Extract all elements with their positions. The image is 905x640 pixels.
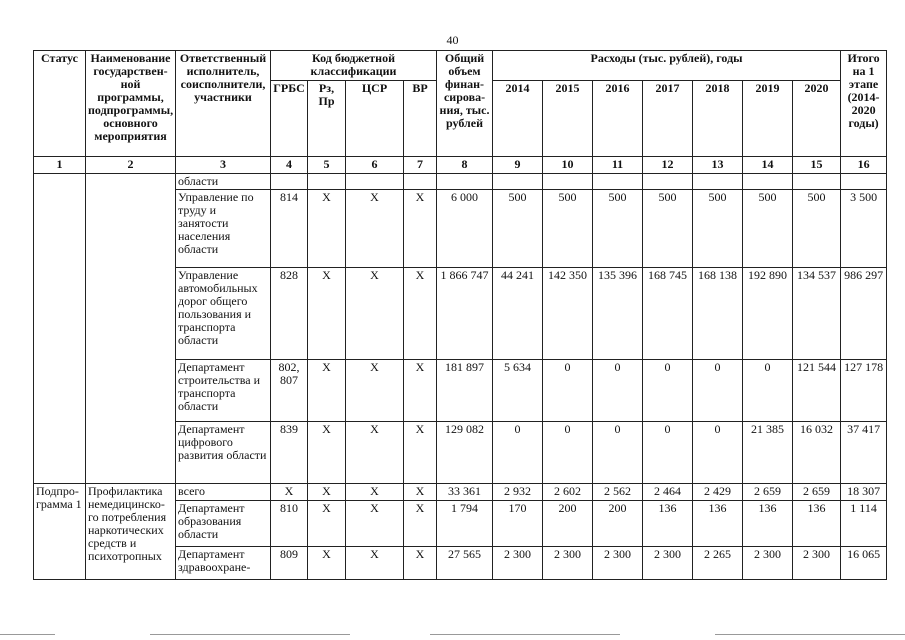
cell-year: 170 xyxy=(493,501,543,547)
cell-rz: X xyxy=(308,422,346,484)
table-row xyxy=(34,174,887,190)
cell-csr xyxy=(346,174,404,190)
cell-rz xyxy=(308,174,346,190)
cell-executor: Управление автомобильных дорог общего пользования и транспорта области xyxy=(176,268,271,360)
budget-table xyxy=(33,50,887,580)
cell-year xyxy=(493,174,543,190)
column-number: 10 xyxy=(543,157,593,174)
header-total: Общий объем финан-сирова-ния, тыс. рублей xyxy=(437,51,493,157)
cell-vr: X xyxy=(404,484,437,501)
cell-year: 0 xyxy=(593,360,643,422)
cell-stage-total: 18 307 xyxy=(841,484,887,501)
cell-year: 2 429 xyxy=(693,484,743,501)
scan-line xyxy=(715,634,905,635)
cell-year: 0 xyxy=(643,360,693,422)
cell-grbs: 828 xyxy=(271,268,308,360)
cell-executor: Департамент строительства и транспорта области xyxy=(176,360,271,422)
cell-year: 500 xyxy=(643,190,693,268)
cell-csr: X xyxy=(346,360,404,422)
cell-year: 500 xyxy=(493,190,543,268)
cell-year: 135 396 xyxy=(593,268,643,360)
cell-year: 142 350 xyxy=(543,268,593,360)
header-csr: ЦСР xyxy=(346,81,404,157)
cell-year: 2 659 xyxy=(793,484,841,501)
cell-total: 27 565 xyxy=(437,547,493,580)
cell-grbs: 809 xyxy=(271,547,308,580)
cell-year: 0 xyxy=(543,422,593,484)
cell-year: 2 300 xyxy=(593,547,643,580)
header-year: 2017 xyxy=(643,81,693,157)
cell-grbs: 839 xyxy=(271,422,308,484)
cell-stage-total: 1 114 xyxy=(841,501,887,547)
header-rz: Рз, Пр xyxy=(308,81,346,157)
column-number: 8 xyxy=(437,157,493,174)
cell-program: Профилактика немедицинско-го потребления наркотических средств и психотропных xyxy=(86,484,176,580)
cell-year: 0 xyxy=(493,422,543,484)
cell-year: 134 537 xyxy=(793,268,841,360)
cell-rz: X xyxy=(308,268,346,360)
column-number: 13 xyxy=(693,157,743,174)
cell-grbs: 810 xyxy=(271,501,308,547)
cell-year: 136 xyxy=(643,501,693,547)
cell-year: 136 xyxy=(693,501,743,547)
column-number: 1 xyxy=(34,157,86,174)
cell-grbs xyxy=(271,174,308,190)
cell-vr: X xyxy=(404,547,437,580)
column-number: 4 xyxy=(271,157,308,174)
cell-stage-total: 127 178 xyxy=(841,360,887,422)
cell-year: 2 932 xyxy=(493,484,543,501)
column-number: 15 xyxy=(793,157,841,174)
cell-stage-total: 3 500 xyxy=(841,190,887,268)
cell-year: 21 385 xyxy=(743,422,793,484)
cell-vr: X xyxy=(404,268,437,360)
cell-executor: Департамент цифрового развития области xyxy=(176,422,271,484)
cell-year xyxy=(543,174,593,190)
cell-total: 33 361 xyxy=(437,484,493,501)
cell-year: 0 xyxy=(593,422,643,484)
cell-year: 0 xyxy=(743,360,793,422)
cell-csr: X xyxy=(346,190,404,268)
cell-year: 2 464 xyxy=(643,484,693,501)
cell-stage-total: 37 417 xyxy=(841,422,887,484)
cell-vr: X xyxy=(404,190,437,268)
cell-executor: Управление по труду и занятости населения области xyxy=(176,190,271,268)
cell-grbs: X xyxy=(271,484,308,501)
cell-year xyxy=(593,174,643,190)
scan-line xyxy=(150,634,350,635)
header-stage-total: Итого на 1 этапе (2014-2020 годы) xyxy=(841,51,887,157)
cell-total xyxy=(437,174,493,190)
cell-year xyxy=(693,174,743,190)
cell-year: 16 032 xyxy=(793,422,841,484)
header-year: 2019 xyxy=(743,81,793,157)
cell-year: 136 xyxy=(793,501,841,547)
cell-year xyxy=(743,174,793,190)
cell-vr: X xyxy=(404,422,437,484)
cell-executor: области xyxy=(176,174,271,190)
cell-csr: X xyxy=(346,484,404,501)
cell-year: 500 xyxy=(793,190,841,268)
cell-rz: X xyxy=(308,501,346,547)
column-number-row xyxy=(34,157,887,174)
cell-vr: X xyxy=(404,501,437,547)
header-grbs: ГРБС xyxy=(271,81,308,157)
header-year: 2016 xyxy=(593,81,643,157)
header-budget-code: Код бюджетной классификации xyxy=(271,51,437,81)
cell-year: 2 602 xyxy=(543,484,593,501)
cell-year xyxy=(643,174,693,190)
cell-year: 500 xyxy=(693,190,743,268)
column-number: 6 xyxy=(346,157,404,174)
cell-stage-total: 986 297 xyxy=(841,268,887,360)
cell-total: 1 866 747 xyxy=(437,268,493,360)
header-vr: ВР xyxy=(404,81,437,157)
cell-total: 181 897 xyxy=(437,360,493,422)
cell-year: 136 xyxy=(743,501,793,547)
cell-year: 192 890 xyxy=(743,268,793,360)
cell-year: 2 300 xyxy=(643,547,693,580)
cell-status: Подпро-грамма 1 xyxy=(34,484,86,580)
header-status: Статус xyxy=(34,51,86,157)
cell-csr: X xyxy=(346,422,404,484)
cell-year: 5 634 xyxy=(493,360,543,422)
header-executor: Ответственный исполнитель, соисполнители, участники xyxy=(176,51,271,157)
cell-vr: X xyxy=(404,360,437,422)
cell-program xyxy=(86,174,176,484)
cell-year: 0 xyxy=(693,422,743,484)
cell-status xyxy=(34,174,86,484)
header-year: 2014 xyxy=(493,81,543,157)
cell-year: 168 138 xyxy=(693,268,743,360)
cell-year: 200 xyxy=(543,501,593,547)
column-number: 14 xyxy=(743,157,793,174)
cell-year: 2 300 xyxy=(793,547,841,580)
cell-grbs: 814 xyxy=(271,190,308,268)
cell-year: 121 544 xyxy=(793,360,841,422)
cell-executor: Департамент здравоохране- xyxy=(176,547,271,580)
scan-line xyxy=(0,634,55,635)
cell-year: 0 xyxy=(643,422,693,484)
column-number: 5 xyxy=(308,157,346,174)
header-year: 2018 xyxy=(693,81,743,157)
header-year: 2020 xyxy=(793,81,841,157)
header-expenses: Расходы (тыс. рублей), годы xyxy=(493,51,841,81)
cell-executor: Департамент образования области xyxy=(176,501,271,547)
cell-year xyxy=(793,174,841,190)
cell-year: 500 xyxy=(743,190,793,268)
cell-rz: X xyxy=(308,547,346,580)
cell-executor: всего xyxy=(176,484,271,501)
cell-vr xyxy=(404,174,437,190)
table-row xyxy=(34,484,887,501)
cell-total: 1 794 xyxy=(437,501,493,547)
column-number: 2 xyxy=(86,157,176,174)
cell-total: 6 000 xyxy=(437,190,493,268)
cell-year: 2 300 xyxy=(743,547,793,580)
column-number: 16 xyxy=(841,157,887,174)
page-number: 40 xyxy=(446,33,459,47)
column-number: 3 xyxy=(176,157,271,174)
column-number: 7 xyxy=(404,157,437,174)
cell-csr: X xyxy=(346,501,404,547)
cell-year: 168 745 xyxy=(643,268,693,360)
cell-year: 44 241 xyxy=(493,268,543,360)
cell-csr: X xyxy=(346,547,404,580)
cell-year: 500 xyxy=(543,190,593,268)
cell-year: 2 300 xyxy=(543,547,593,580)
cell-year: 0 xyxy=(693,360,743,422)
cell-year: 2 300 xyxy=(493,547,543,580)
cell-year: 2 265 xyxy=(693,547,743,580)
cell-year: 2 659 xyxy=(743,484,793,501)
column-number: 12 xyxy=(643,157,693,174)
cell-year: 200 xyxy=(593,501,643,547)
cell-year: 0 xyxy=(543,360,593,422)
cell-stage-total: 16 065 xyxy=(841,547,887,580)
cell-rz: X xyxy=(308,190,346,268)
column-number: 9 xyxy=(493,157,543,174)
cell-stage-total xyxy=(841,174,887,190)
header-year: 2015 xyxy=(543,81,593,157)
cell-rz: X xyxy=(308,484,346,501)
cell-year: 2 562 xyxy=(593,484,643,501)
cell-grbs: 802, 807 xyxy=(271,360,308,422)
cell-year: 500 xyxy=(593,190,643,268)
column-number: 11 xyxy=(593,157,643,174)
scan-line xyxy=(430,634,620,635)
cell-csr: X xyxy=(346,268,404,360)
cell-total: 129 082 xyxy=(437,422,493,484)
header-program: Наименование государствен-ной программы, подпрограммы, основного мероприятия xyxy=(86,51,176,157)
cell-rz: X xyxy=(308,360,346,422)
